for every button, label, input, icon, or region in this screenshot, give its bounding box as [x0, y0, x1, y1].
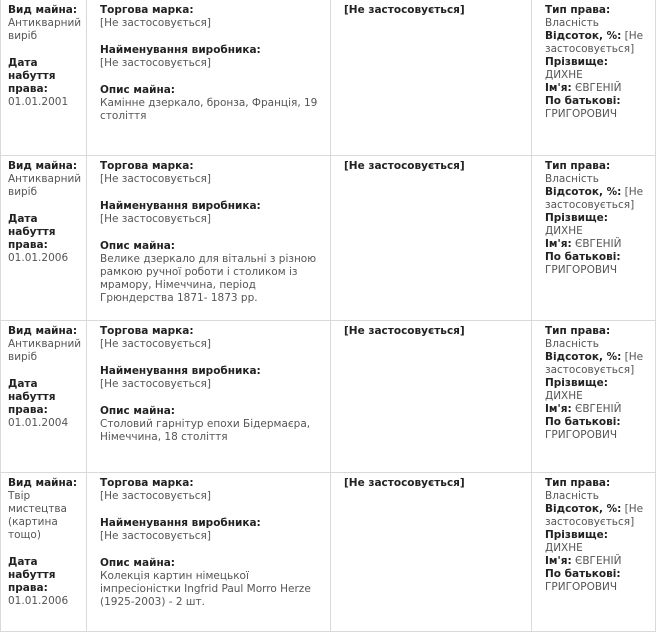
table-row	[1, 0, 656, 156]
maker-value: [Не застосовується]	[100, 378, 211, 390]
surname-label: Прізвище:	[545, 377, 608, 389]
date-label: Дата набуття права:	[8, 57, 56, 95]
not-applicable-cell	[331, 473, 532, 632]
desc-value: Столовий гарнітур епохи Бідермаєра, Німеччина, 18 століття	[100, 418, 311, 443]
percent-value: [Не застосовується]	[545, 30, 644, 55]
table-row	[1, 473, 656, 632]
right-type-label: Тип права:	[545, 325, 611, 337]
right-type-label: Тип права:	[545, 4, 611, 16]
name-label: Ім'я:	[545, 82, 572, 94]
percent-label: Відсоток, %:	[545, 503, 622, 515]
col3-value: [Не застосовується]	[344, 325, 465, 337]
surname-value: ДИХНЕ	[545, 225, 583, 237]
not-applicable-cell	[331, 321, 532, 473]
kind-label: Вид майна:	[8, 160, 78, 172]
maker-label: Найменування виробника:	[100, 200, 261, 212]
maker-value: [Не застосовується]	[100, 213, 211, 225]
patronymic-value: ГРИГОРОВИЧ	[545, 264, 618, 276]
kind-value: Антикварний виріб	[8, 17, 82, 42]
right-type-label: Тип права:	[545, 477, 611, 489]
date-label: Дата набуття права:	[8, 378, 56, 416]
brand-label: Торгова марка:	[100, 477, 194, 489]
desc-label: Опис майна:	[100, 240, 175, 252]
brand-label: Торгова марка:	[100, 160, 194, 172]
brand-value: [Не застосовується]	[100, 490, 211, 502]
date-value: 01.01.2006	[8, 252, 69, 264]
right-info-cell	[532, 321, 656, 473]
maker-label: Найменування виробника:	[100, 517, 261, 529]
col3-value: [Не застосовується]	[344, 4, 465, 16]
name-value: ЄВГЕНІЙ	[575, 555, 622, 567]
patronymic-label: По батькові:	[545, 568, 621, 580]
date-value: 01.01.2004	[8, 417, 69, 429]
right-info-cell	[532, 0, 656, 156]
not-applicable-cell	[331, 0, 532, 156]
surname-label: Прізвище:	[545, 212, 608, 224]
kind-value: Антикварний виріб	[8, 173, 82, 198]
property-kind-cell	[1, 156, 87, 321]
brand-label: Торгова марка:	[100, 4, 194, 16]
right-info-cell	[532, 473, 656, 632]
property-details-cell	[87, 321, 331, 473]
not-applicable-cell	[331, 156, 532, 321]
maker-value: [Не застосовується]	[100, 57, 211, 69]
col3-value: [Не застосовується]	[344, 160, 465, 172]
patronymic-label: По батькові:	[545, 95, 621, 107]
surname-value: ДИХНЕ	[545, 390, 583, 402]
name-value: ЄВГЕНІЙ	[575, 403, 622, 415]
desc-label: Опис майна:	[100, 84, 175, 96]
surname-label: Прізвище:	[545, 529, 608, 541]
maker-label: Найменування виробника:	[100, 365, 261, 377]
desc-value: Колекція картин німецької імпресіоністки Ingfrid Paul Morro Herze (1925-2003) - 2 шт.	[100, 570, 311, 608]
surname-label: Прізвище:	[545, 56, 608, 68]
surname-value: ДИХНЕ	[545, 69, 583, 81]
surname-value: ДИХНЕ	[545, 542, 583, 554]
kind-label: Вид майна:	[8, 325, 78, 337]
property-details-cell	[87, 156, 331, 321]
percent-label: Відсоток, %:	[545, 186, 622, 198]
kind-value: Твір мистецтва (картина тощо)	[8, 490, 67, 541]
right-type-label: Тип права:	[545, 160, 611, 172]
patronymic-label: По батькові:	[545, 416, 621, 428]
brand-label: Торгова марка:	[100, 325, 194, 337]
right-type-value: Власність	[545, 173, 599, 185]
percent-value: [Не застосовується]	[545, 186, 644, 211]
percent-label: Відсоток, %:	[545, 30, 622, 42]
brand-value: [Не застосовується]	[100, 17, 211, 29]
desc-value: Камінне дзеркало, бронза, Франція, 19 століття	[100, 97, 318, 122]
maker-label: Найменування виробника:	[100, 44, 261, 56]
patronymic-value: ГРИГОРОВИЧ	[545, 581, 618, 593]
right-type-value: Власність	[545, 17, 599, 29]
table-row	[1, 156, 656, 321]
date-value: 01.01.2001	[8, 96, 69, 108]
right-type-value: Власність	[545, 338, 599, 350]
date-label: Дата набуття права:	[8, 556, 56, 594]
property-kind-cell	[1, 0, 87, 156]
date-value: 01.01.2006	[8, 595, 69, 607]
right-type-value: Власність	[545, 490, 599, 502]
name-value: ЄВГЕНІЙ	[575, 82, 622, 94]
name-value: ЄВГЕНІЙ	[575, 238, 622, 250]
name-label: Ім'я:	[545, 555, 572, 567]
maker-value: [Не застосовується]	[100, 530, 211, 542]
patronymic-value: ГРИГОРОВИЧ	[545, 429, 618, 441]
desc-label: Опис майна:	[100, 557, 175, 569]
table-row	[1, 321, 656, 473]
patronymic-value: ГРИГОРОВИЧ	[545, 108, 618, 120]
property-kind-cell	[1, 321, 87, 473]
kind-value: Антикварний виріб	[8, 338, 82, 363]
patronymic-label: По батькові:	[545, 251, 621, 263]
desc-label: Опис майна:	[100, 405, 175, 417]
date-label: Дата набуття права:	[8, 213, 56, 251]
right-info-cell	[532, 156, 656, 321]
kind-label: Вид майна:	[8, 477, 78, 489]
percent-value: [Не застосовується]	[545, 503, 644, 528]
property-details-cell	[87, 0, 331, 156]
brand-value: [Не застосовується]	[100, 173, 211, 185]
desc-value: Велике дзеркало для вітальні з різною рамкою ручної роботи і столиком із мрамору, Німеччина, період Грюндерства 1871- 1873 рр.	[100, 253, 317, 304]
col3-value: [Не застосовується]	[344, 477, 465, 489]
percent-value: [Не застосовується]	[545, 351, 644, 376]
name-label: Ім'я:	[545, 238, 572, 250]
percent-label: Відсоток, %:	[545, 351, 622, 363]
property-kind-cell	[1, 473, 87, 632]
property-details-cell	[87, 473, 331, 632]
kind-label: Вид майна:	[8, 4, 78, 16]
name-label: Ім'я:	[545, 403, 572, 415]
brand-value: [Не застосовується]	[100, 338, 211, 350]
